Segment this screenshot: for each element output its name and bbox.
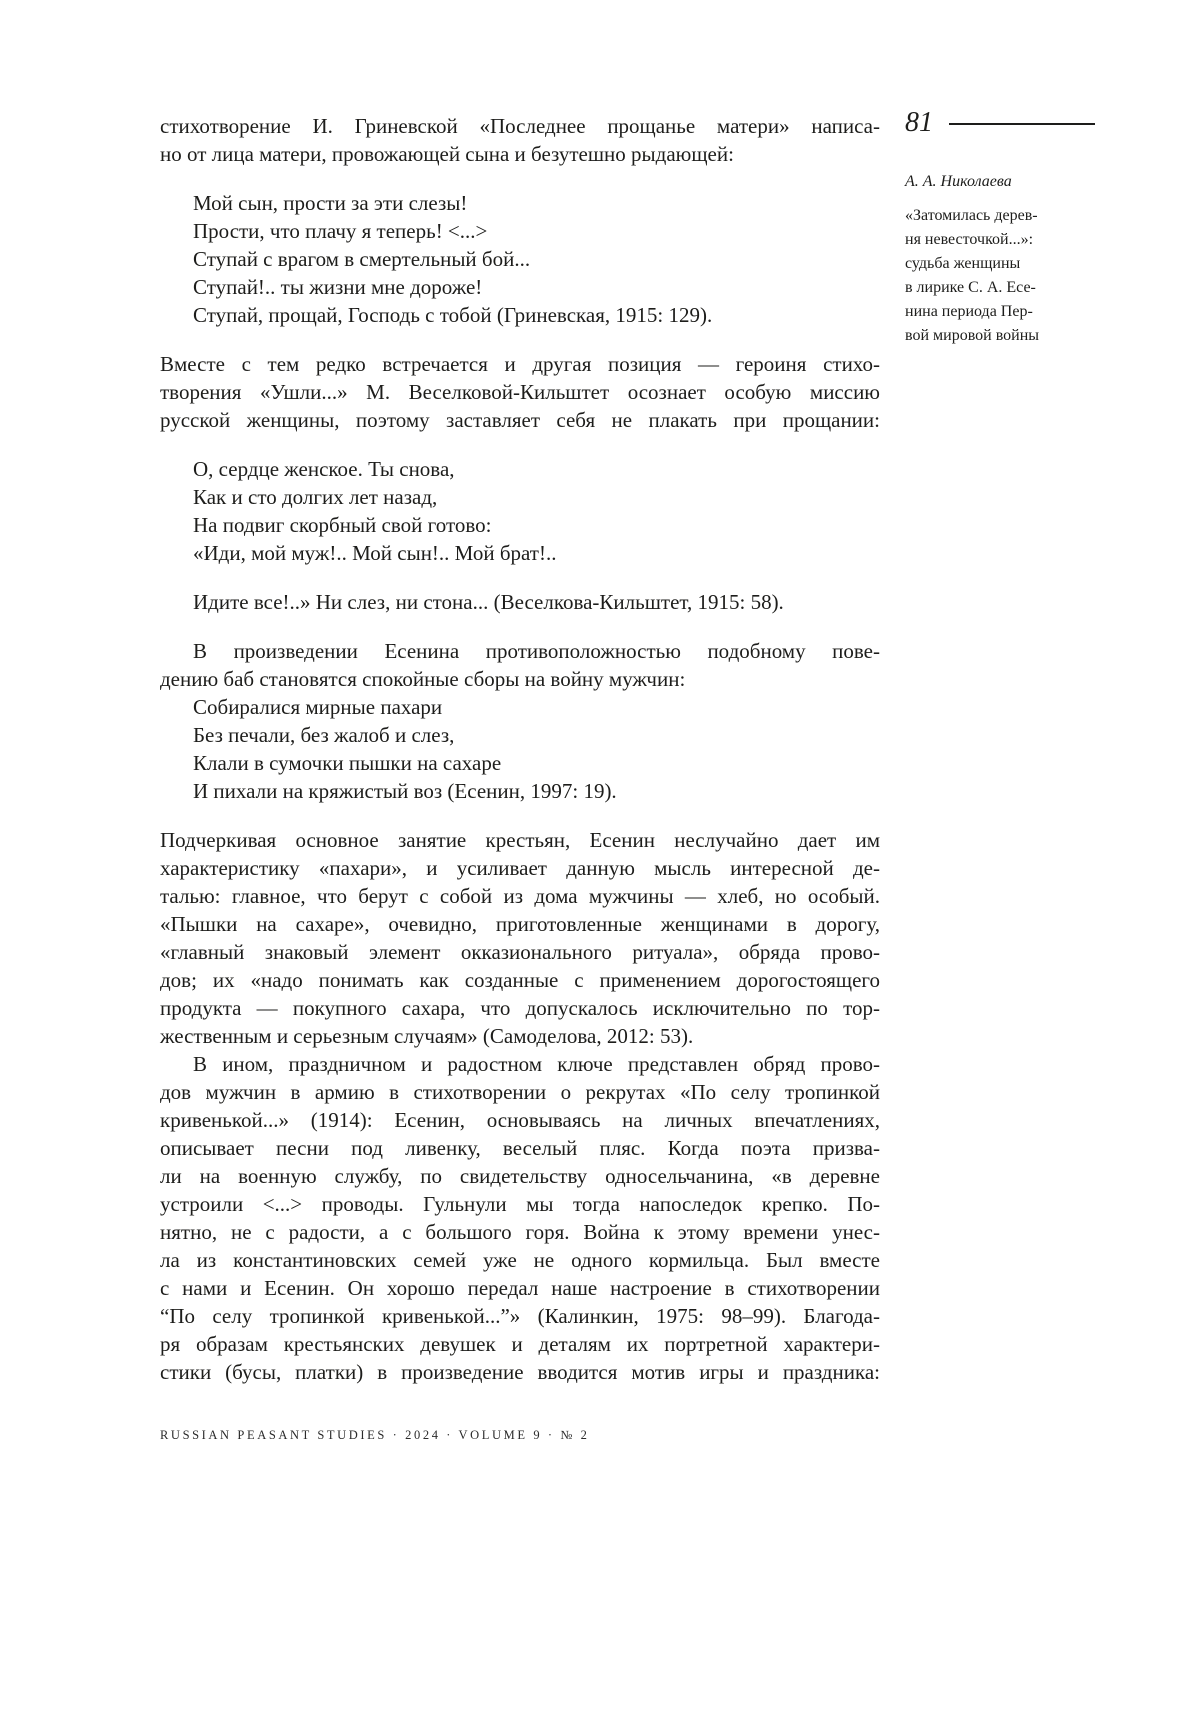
margin-title-line: в лирике С. А. Есе- (905, 279, 1036, 296)
text-line: русской женщины, поэтому заставляет себя не плакать при прощании: (160, 408, 880, 432)
text-line: «главный знаковый элемент окказионального ритуала», обряда прово- (160, 940, 880, 964)
text-line: В произведении Есенина противоположностью подобному пове- (193, 639, 880, 663)
text-line: ря образам крестьянских девушек и деталям их портретной характери- (160, 1332, 880, 1356)
page-number: 81 (905, 107, 933, 138)
text-line: талью: главное, что берут с собой из дома мужчины — хлеб, но особый. (160, 884, 880, 908)
margin-title-line: нина периода Пер- (905, 303, 1033, 320)
paragraph (160, 826, 880, 1050)
verse-line: О, сердце женское. Ты снова, (193, 457, 455, 481)
journal-footer: RUSSIAN PEASANT STUDIES · 2024 · VOLUME 9 · № 2 (160, 1428, 590, 1442)
paragraph (160, 112, 880, 168)
paragraph (160, 350, 880, 434)
verse-line: Без печали, без жалоб и слез, (193, 723, 455, 747)
text-line: творения «Ушли...» М. Веселковой-Кильштет осознает особую миссию (160, 380, 880, 404)
verse-block (193, 189, 880, 329)
margin-article-title (905, 204, 1095, 348)
verse-block (193, 693, 880, 805)
text-line: нятно, не с радости, а с большого горя. Война к этому времени унес- (160, 1220, 880, 1244)
margin-title-line: вой мировой войны (905, 327, 1040, 344)
verse-line: Ступай, прощай, Господь с тобой (Гриневская, 1915: 129). (193, 303, 713, 327)
verse-line: «Иди, мой муж!.. Мой сын!.. Мой брат!.. (193, 541, 557, 565)
text-line: устроили <...> проводы. Гульнули мы тогда напоследок крепко. По- (160, 1192, 880, 1216)
paragraph (160, 637, 880, 693)
text-line: ли на военную службу, по свидетельству односельчанина, «в деревне (160, 1164, 880, 1188)
text-line: дению баб становятся спокойные сборы на войну мужчин: (160, 667, 686, 691)
verse-line: Клали в сумочки пышки на сахаре (193, 751, 502, 775)
verse-line: И пихали на кряжистый воз (Есенин, 1997: 19). (193, 779, 617, 803)
text-line: Подчеркивая основное занятие крестьян, Есенин неслучайно дает им (160, 828, 880, 852)
text-line: с нами и Есенин. Он хорошо передал наше настроение в стихотворении (160, 1276, 880, 1300)
text-line: дов мужчин в армию в стихотворении о рекрутах «По селу тропинкой (160, 1080, 880, 1104)
margin-author: А. А. Николаева (905, 173, 1012, 190)
text-line: жественным и серьезным случаям» (Самоделова, 2012: 53). (160, 1024, 694, 1048)
text-line: стихотворение И. Гриневской «Последнее прощанье матери» написа- (160, 114, 880, 138)
text-line: характеристику «пахари», и усиливает данную мысль интересной де- (160, 856, 880, 880)
margin-title-line: «Затомилась дерев- (905, 207, 1038, 224)
main-text-column (160, 112, 880, 1386)
margin-column (905, 108, 1095, 348)
header-rule (949, 123, 1095, 125)
text-line: кривенькой...» (1914): Есенин, основываясь на личных впечатлениях, (160, 1108, 880, 1132)
margin-title-line: ня невесточкой...»: (905, 231, 1034, 248)
text-line: В ином, праздничном и радостном ключе представлен обряд прово- (193, 1052, 880, 1076)
verse-block (193, 455, 880, 567)
text-line: продукта — покупного сахара, что допускалось исключительно по тор- (160, 996, 880, 1020)
verse-line: Ступай с врагом в смертельный бой... (193, 247, 531, 271)
text-line: ла из константиновских семей уже не одного кормильца. Был вместе (160, 1248, 880, 1272)
text-line: но от лица матери, провожающей сына и безутешно рыдающей: (160, 142, 734, 166)
page-header (905, 108, 1095, 138)
text-line: стики (бусы, платки) в произведение вводится мотив игры и праздника: (160, 1360, 880, 1384)
verse-block (193, 588, 880, 616)
text-line: «Пышки на сахаре», очевидно, приготовленные женщинами в дорогу, (160, 912, 880, 936)
verse-line: Прости, что плачу я теперь! <...> (193, 219, 488, 243)
verse-line: На подвиг скорбный свой готово: (193, 513, 492, 537)
verse-line: Ступай!.. ты жизни мне дороже! (193, 275, 483, 299)
verse-line: Идите все!..» Ни слез, ни стона... (Веселкова-Кильштет, 1915: 58). (193, 590, 784, 614)
text-line: описывает песни под ливенку, веселый пляс. Когда поэта призва- (160, 1136, 880, 1160)
paragraph (160, 1050, 880, 1386)
text-line: дов; их «надо понимать как созданные с применением дорогостоящего (160, 968, 880, 992)
margin-title-line: судьба женщины (905, 255, 1021, 272)
verse-line: Мой сын, прости за эти слезы! (193, 191, 468, 215)
text-line: Вместе с тем редко встречается и другая позиция — героиня стихо- (160, 352, 880, 376)
verse-line: Собиралися мирные пахари (193, 695, 443, 719)
verse-line: Как и сто долгих лет назад, (193, 485, 438, 509)
text-line: “По селу тропинкой кривенькой...”» (Калинкин, 1975: 98–99). Благода- (160, 1304, 880, 1328)
